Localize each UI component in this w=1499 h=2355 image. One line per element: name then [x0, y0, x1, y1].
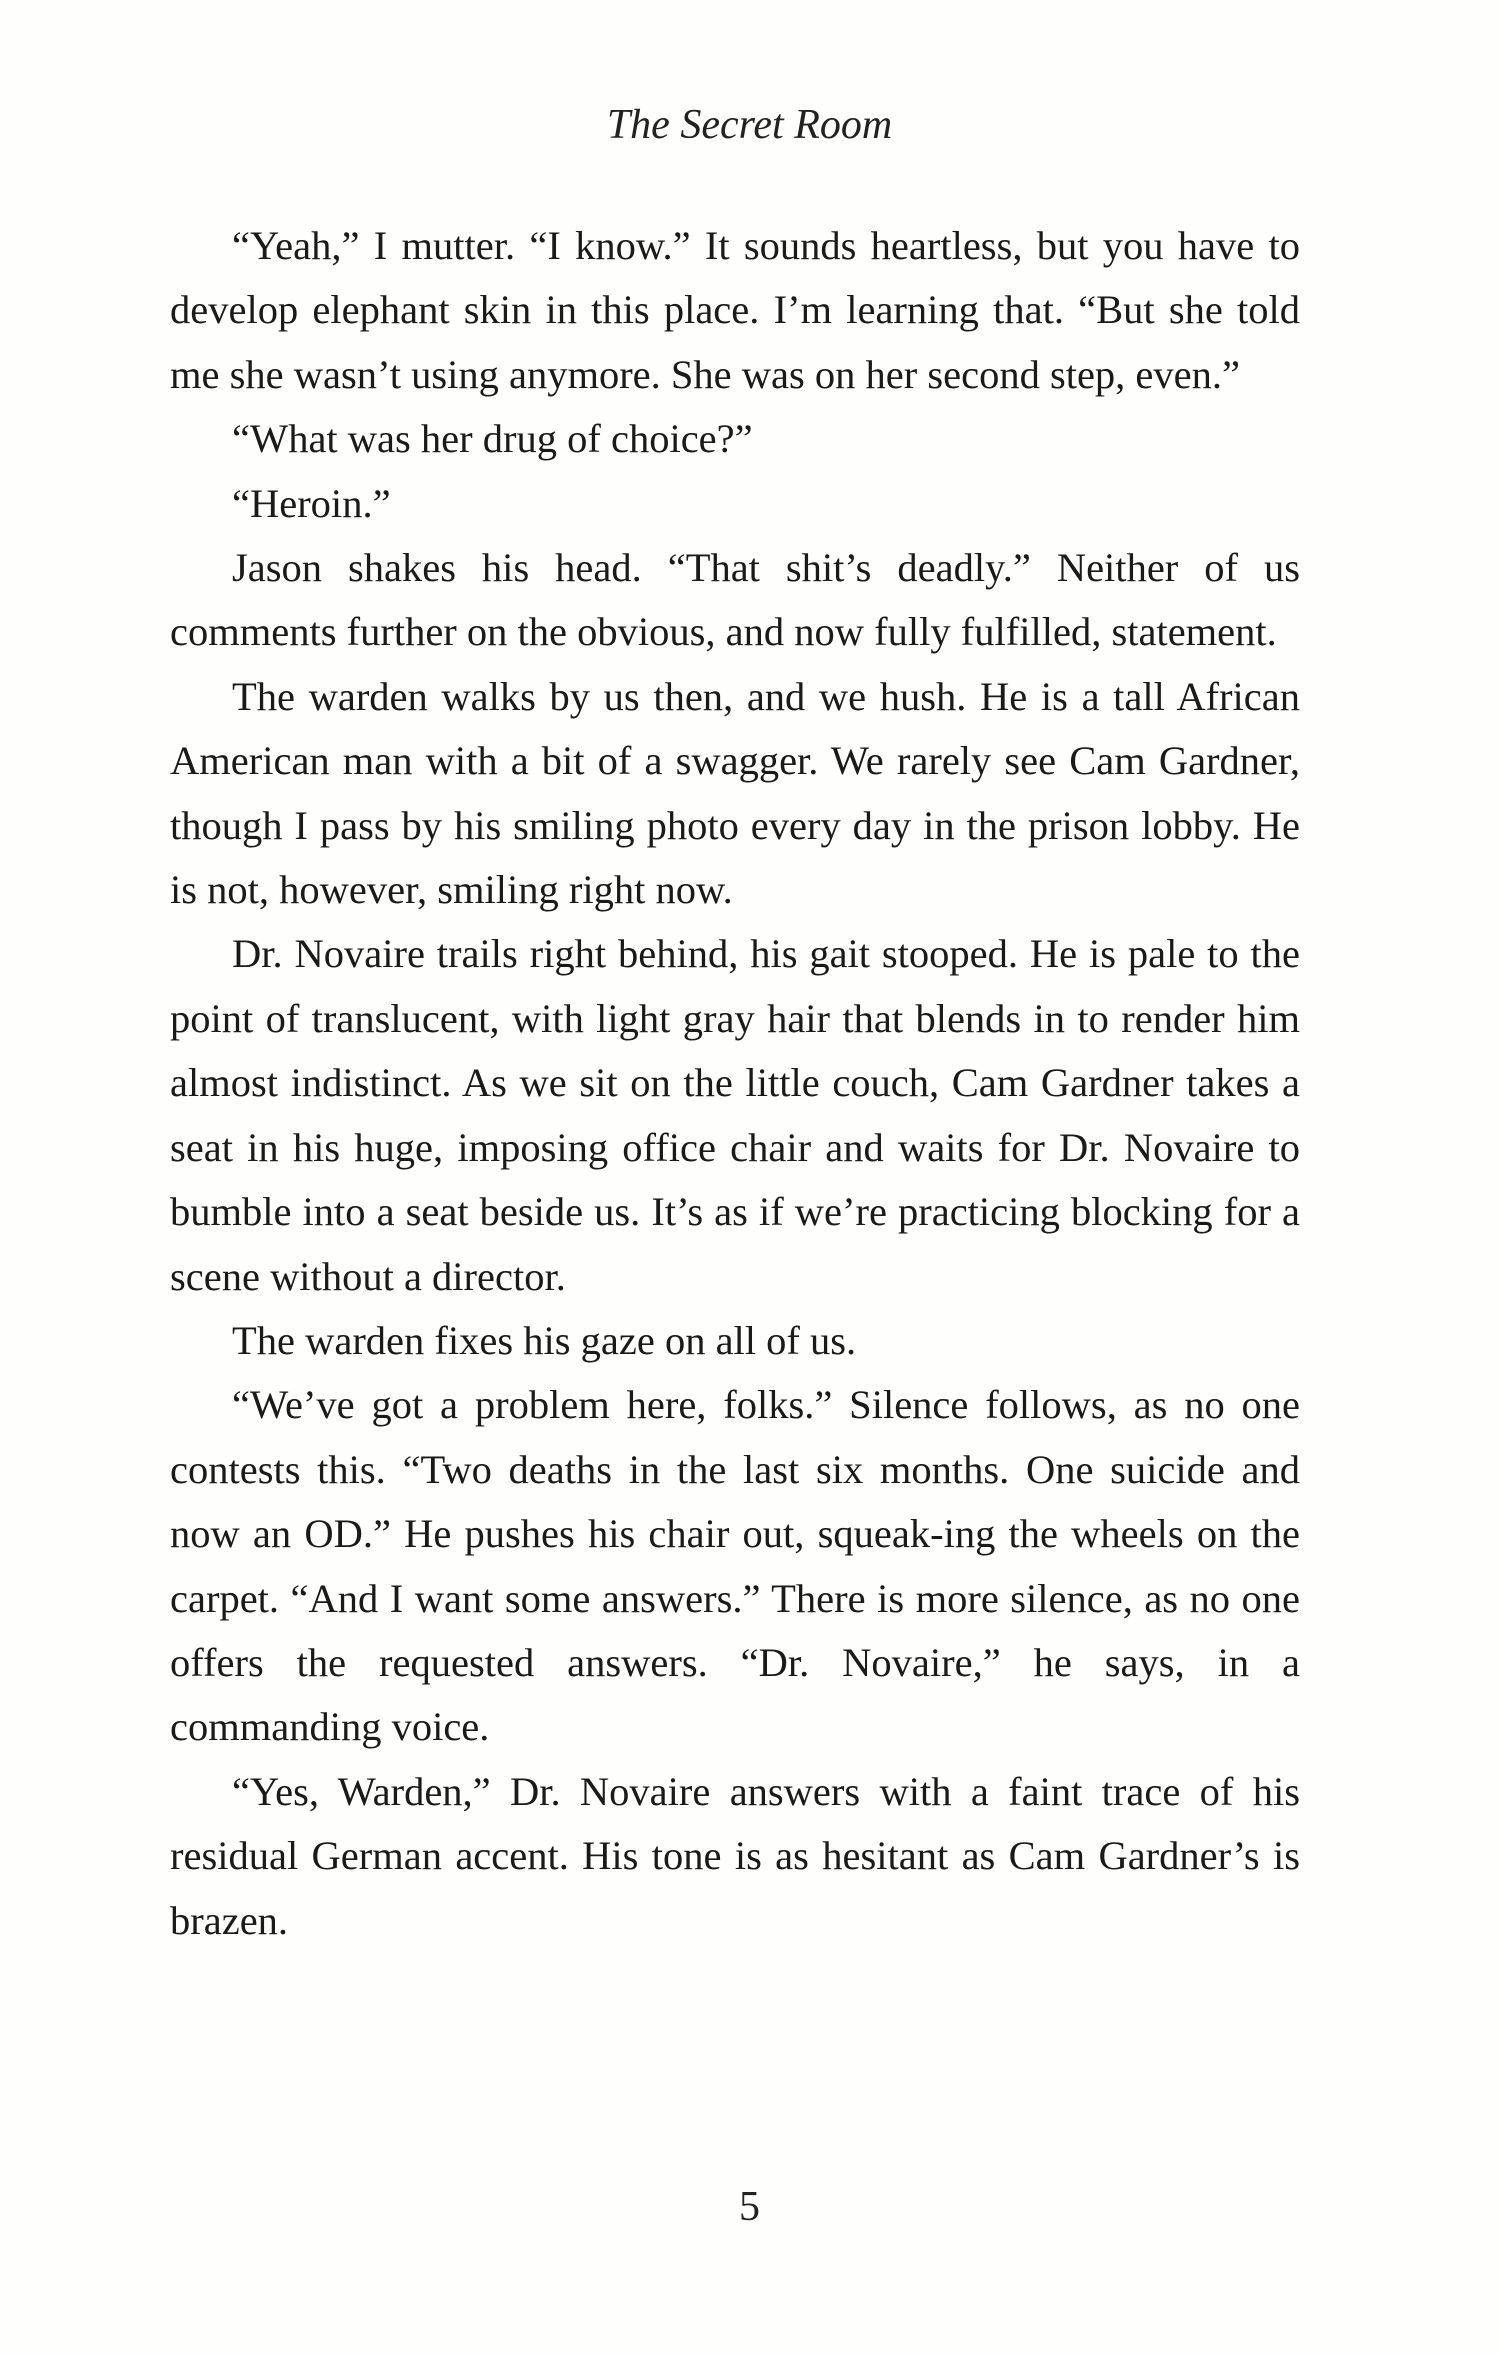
paragraph: Dr. Novaire trails right behind, his gait stooped. He is pale to the point of translucent, with light gray hair that blends in to render him almost indistinct. As we sit on the little couch, Cam Gardner takes a seat in his huge, imposing office chair and waits for Dr. Novaire to bumble into a seat beside us. It’s as if we’re practicing blocking for a scene without a director. — [170, 931, 1300, 1299]
paragraph: “We’ve got a problem here, folks.” Silence follows, as no one contests this. “Two deaths in the last six months. One suicide and now an OD.” He pushes his chair out, squeak-ing the wheels on the carpet. “And I want some answers.” There is more silence, as no one offers the requested answers. “Dr. Novaire,” he says, in a commanding voice. — [170, 1382, 1300, 1750]
page-number: 5 — [739, 2184, 760, 2230]
paragraph: The warden fixes his gaze on all of us. — [232, 1317, 857, 1363]
paragraph: “Yes, Warden,” Dr. Novaire answers with a faint trace of his residual German accent. His tone is as hesitant as Cam Gardner’s is brazen. — [170, 1768, 1300, 1943]
paragraph: Jason shakes his head. “That shit’s deadly.” Neither of us comments further on the obvious, and now fully fulfilled, statement. — [170, 545, 1300, 655]
running-head: The Secret Room — [606, 102, 893, 148]
paragraph: The warden walks by us then, and we hush. He is a tall African American man with a bit of a swagger. We rarely see Cam Gardner, though I pass by his smiling photo every day in the prison lobby. He is not, however, smiling right now. — [170, 673, 1300, 913]
paragraph: “What was her drug of choice?” — [232, 416, 753, 462]
body-text — [170, 214, 1300, 1953]
paragraph: “Heroin.” — [232, 480, 391, 526]
paragraph: “Yeah,” I mutter. “I know.” It sounds heartless, but you have to develop elephant skin in this place. I’m learning that. “But she told me she wasn’t using anymore. She was on her second step, even.” — [170, 223, 1300, 397]
